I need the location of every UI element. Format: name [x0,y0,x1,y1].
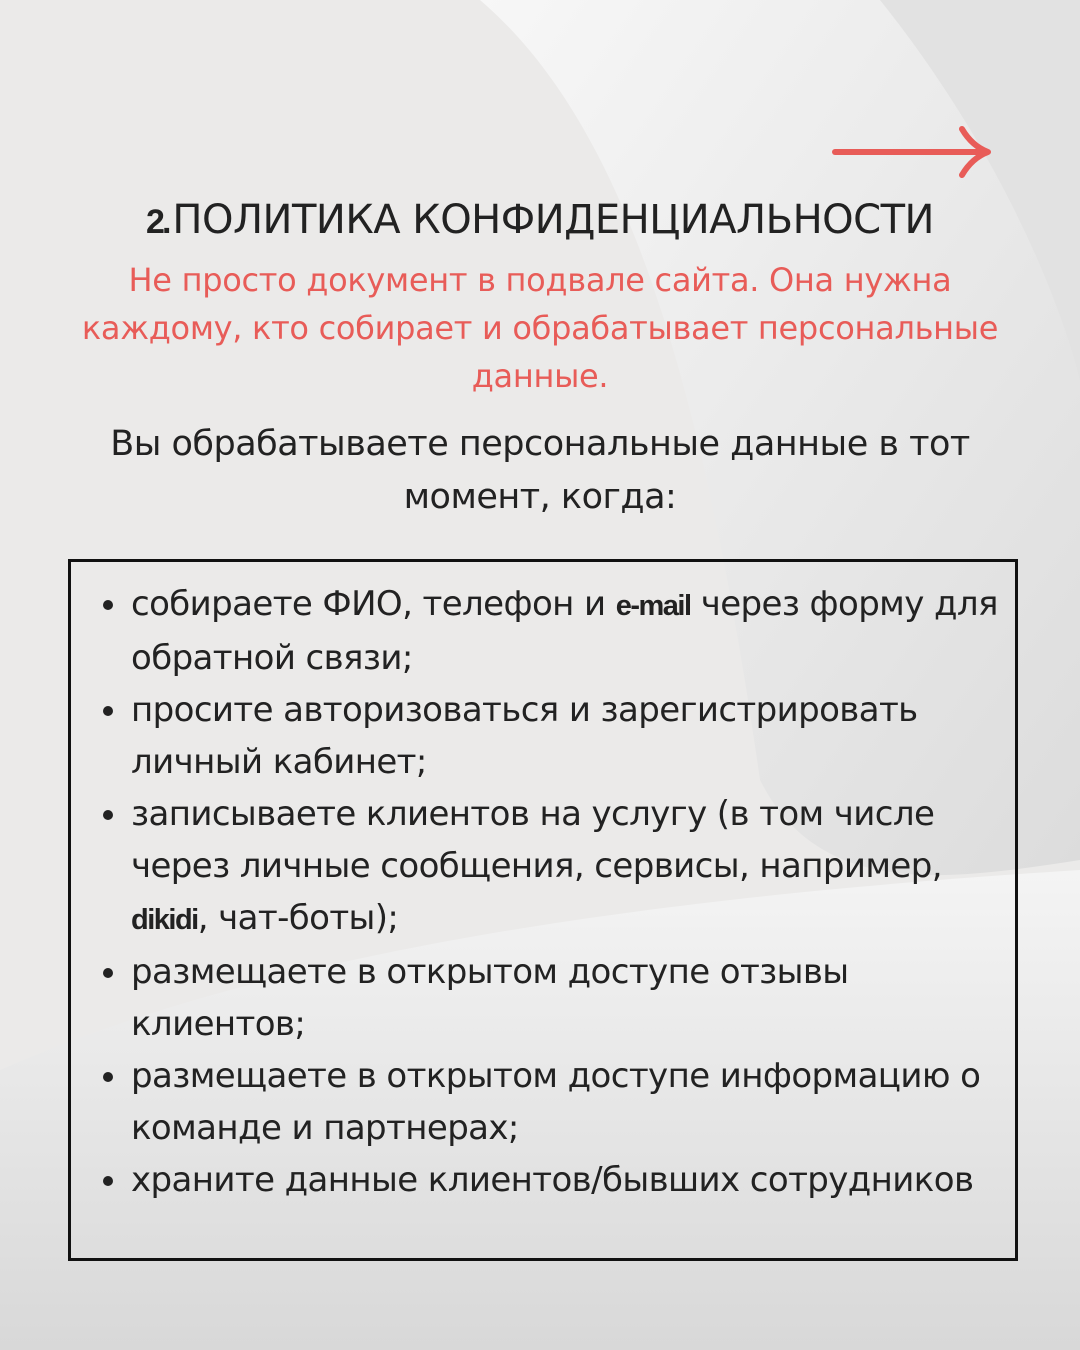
list-item-line: через личные сообщения, сервисы, например, [131,846,942,886]
bullet-icon [103,1072,113,1082]
list-item-latin-text: dikidi [131,904,198,936]
bullet-list-box [68,559,1018,1261]
list-item [131,788,1015,946]
list-item [131,1154,1015,1206]
lead-line: Вы обрабатываете персональные данные в тот [110,424,970,464]
bullet-icon [103,600,113,610]
subtitle-line: каждому, кто собирает и обрабатывает персональные [81,309,999,347]
page-title [0,192,1080,250]
list-item [131,946,1015,1050]
list-item-line: личный кабинет; [131,742,427,782]
bullet-icon [103,810,113,820]
subtitle-line: Не просто документ в подвале сайта. Она нужна [128,261,952,299]
arrow-right-icon[interactable] [830,124,995,180]
list-item-text: , чат-боты); [197,898,399,938]
section-title: ПОЛИТИКА КОНФИДЕНЦИАЛЬНОСТИ [172,197,934,243]
subtitle-line: данные. [471,357,609,395]
list-item-line: размещаете в открытом доступе информацию о [131,1056,981,1096]
list-item-line: размещаете в открытом доступе отзывы [131,952,849,992]
list-item-latin-text: e-mail [615,590,691,622]
list-item [131,578,1015,684]
list-item-line: обратной связи; [131,638,413,678]
bullet-icon [103,968,113,978]
list-item-text: через форму для [690,584,998,624]
section-number: 2. [146,203,169,241]
bullet-list [71,562,1015,1206]
list-item-line: клиентов; [131,1004,306,1044]
list-item-line: команде и партнерах; [131,1108,519,1148]
bullet-icon [103,1176,113,1186]
list-item-text: собираете ФИО, телефон и [131,584,616,624]
lead-line: момент, когда: [403,477,677,517]
list-item [131,1050,1015,1154]
list-item-line: храните данные клиентов/бывших сотрудников [131,1160,974,1200]
list-item-line [131,892,1015,946]
list-item-line: записываете клиентов на услугу (в том числе [131,794,935,834]
list-item-line [131,578,1015,632]
subtitle [60,256,1020,400]
lead-text [80,418,1000,524]
list-item-line: просите авторизоваться и зарегистрировать [131,690,918,730]
list-item [131,684,1015,788]
bullet-icon [103,706,113,716]
